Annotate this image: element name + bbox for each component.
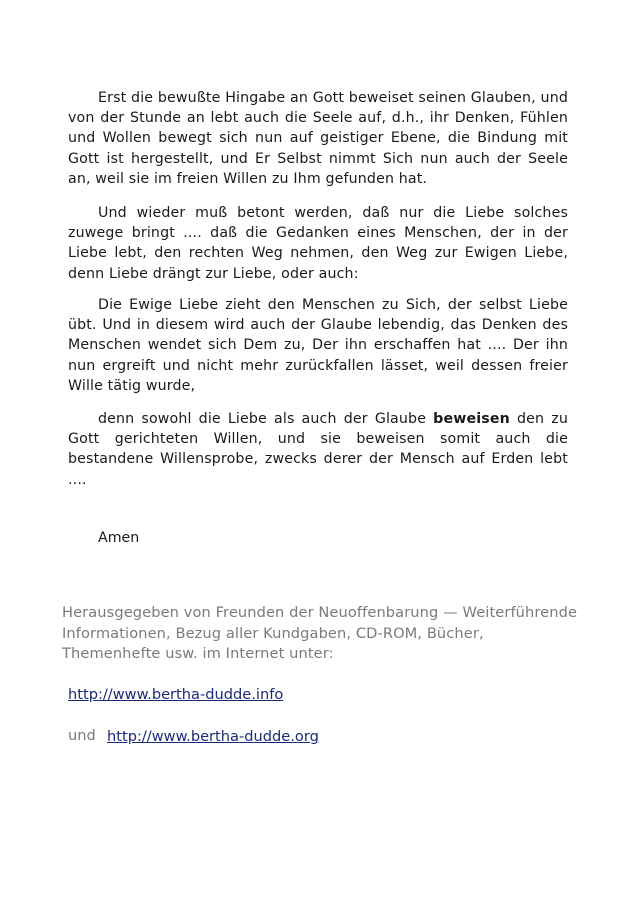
paragraph-2-text: Und wieder muß betont werden, daß nur die Liebe solches zuwege bringt .... daß die Gedanken eines Menschen, der in der Liebe lebt, den rechten Weg nehmen, den Weg zur Ewigen Liebe, denn Liebe drängt zur Liebe, oder auch: [68,205,568,282]
website-link-info[interactable]: http://www.bertha-dudde.info [68,686,284,703]
paragraph-4-bold-word: beweisen [433,411,510,427]
paragraph-1-text: Erst die bewußte Hingabe an Gott beweiset seinen Glauben, und von der Stunde an lebt auch die Seele auf, d.h., ihr Denken, Fühlen und Wollen bewegt sich nun auf geistiger Ebene, die Bindung mit Gott ist hergestellt, und Er Selbst nimmt Sich nun auch der Seele an, weil sie im freien Willen zu Ihm gefunden hat. [68,90,568,187]
conjunction-text: und [68,727,96,744]
amen-closing: Amen [98,530,140,546]
paragraph-3 [68,295,568,396]
paragraph-4 [68,409,568,490]
paragraph-3-text: Die Ewige Liebe zieht den Menschen zu Sich, der selbst Liebe übt. Und in diesem wird auch der Glaube lebendig, das Denken des Menschen wendet sich Dem zu, Der ihn erschaffen hat .... Der ihn nun ergreift und nicht mehr zurückfallen lässet, weil dessen freier Wille tätig wurde, [68,297,568,394]
paragraph-4-text-start: denn sowohl die Liebe als auch der Glaube [98,411,434,427]
paragraph-1 [68,88,568,189]
paragraph-2 [68,203,568,284]
publisher-note: Herausgegeben von Freunden der Neuoffenbarung — Weiterführende Informationen, Bezug aller Kundgaben, CD-ROM, Bücher, Themenhefte usw. im Internet unter: [62,604,578,662]
website-link-org[interactable]: http://www.bertha-dudde.org [107,728,319,745]
paragraph-4-text-end: den zu Gott gerichteten Willen, und sie beweisen somit auch die bestandene Willensprobe, zwecks derer der Mensch auf Erden lebt .... [68,411,568,488]
